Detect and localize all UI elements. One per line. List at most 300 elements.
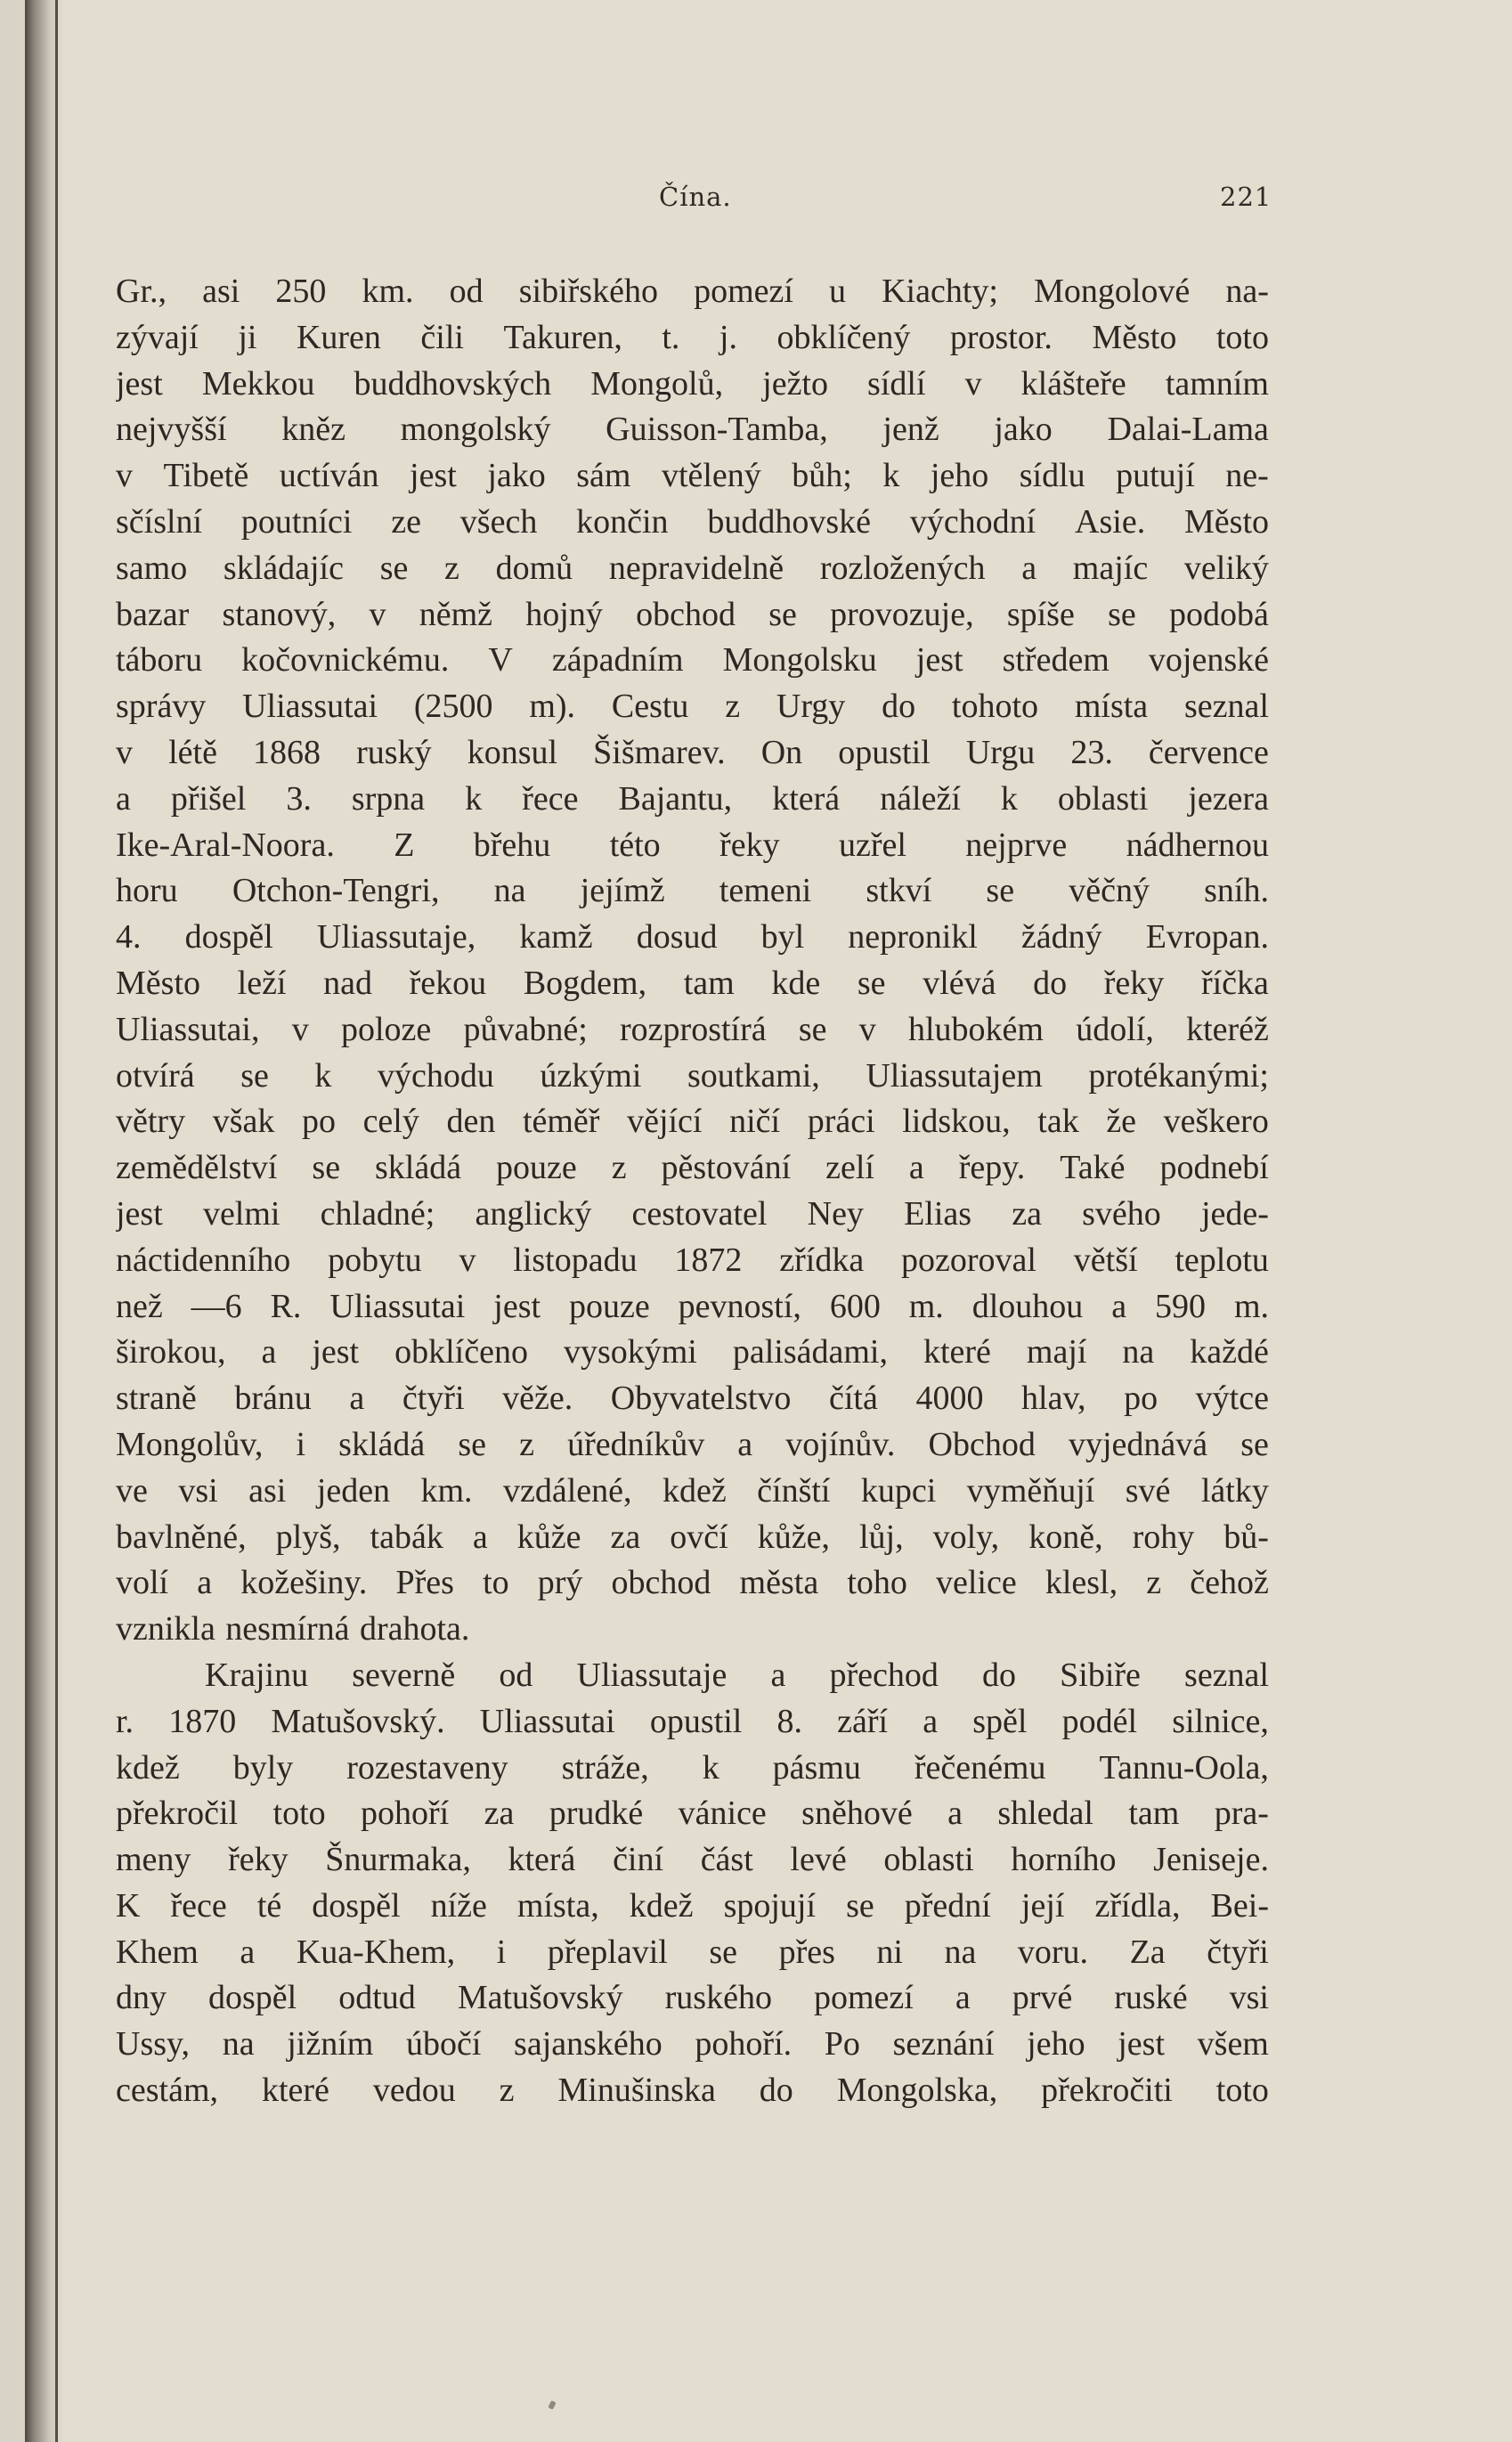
- page-number: 221: [1220, 182, 1272, 212]
- word: straně: [116, 1380, 197, 1418]
- word: tam: [683, 964, 735, 1002]
- word: a: [737, 1425, 753, 1463]
- word: vzdálené,: [503, 1471, 632, 1510]
- word: kněz: [281, 411, 345, 449]
- word: za: [484, 1795, 515, 1833]
- word: jest: [915, 641, 963, 680]
- word: provozuje,: [830, 595, 974, 633]
- word: Mongolů,: [590, 364, 724, 403]
- word: Ney: [807, 1194, 864, 1233]
- word: oblasti: [883, 1841, 974, 1879]
- word: bavlněné,: [116, 1518, 247, 1556]
- word: toho: [847, 1564, 907, 1602]
- text-line: [116, 1422, 1269, 1469]
- word: prostor.: [949, 318, 1053, 356]
- word: m.: [908, 1287, 944, 1325]
- word: vějící: [627, 1103, 703, 1141]
- word: uctíván: [279, 457, 379, 495]
- word: Uliassutajem: [866, 1056, 1043, 1095]
- word: Mongolsku: [722, 641, 877, 680]
- text-line: [116, 2022, 1269, 2068]
- word: koně,: [1028, 1518, 1103, 1556]
- word: půvabné;: [463, 1010, 588, 1048]
- word: volí: [116, 1564, 169, 1602]
- word: seznání: [892, 2025, 995, 2063]
- word: v: [291, 1010, 309, 1048]
- word: řeky: [228, 1841, 289, 1879]
- word: cestovatel: [631, 1194, 768, 1233]
- word: východu: [377, 1056, 494, 1095]
- word: řekou: [409, 964, 487, 1002]
- word: a: [349, 1380, 365, 1418]
- word: v: [116, 733, 133, 771]
- word: kdež: [629, 1886, 694, 1925]
- text-line: [116, 2068, 1269, 2114]
- word: činí: [613, 1841, 664, 1879]
- word: obklíčený: [776, 318, 911, 356]
- text-line: [116, 1330, 1269, 1376]
- word: hlubokém: [907, 1010, 1044, 1048]
- word: nepravidelně: [608, 549, 784, 587]
- word: i: [296, 1425, 306, 1463]
- word: cestám,: [116, 2072, 219, 2110]
- word: řečenému: [914, 1748, 1046, 1787]
- word: seznal: [1184, 1656, 1269, 1694]
- word: skládá: [375, 1149, 462, 1187]
- word: svého: [1082, 1194, 1161, 1233]
- word: —6: [191, 1287, 242, 1325]
- word: řece: [170, 1886, 227, 1925]
- word: ničí: [729, 1103, 781, 1141]
- word: přechod: [829, 1656, 939, 1694]
- word: pra-: [1214, 1795, 1269, 1833]
- word: vtělený: [661, 457, 761, 495]
- word: přišel: [170, 779, 247, 818]
- word: čtyři: [402, 1380, 465, 1418]
- word: tohoto: [951, 688, 1039, 726]
- word: Uliassutai: [479, 1702, 615, 1740]
- word: jeho: [930, 457, 989, 495]
- word: kočovnickému.: [241, 641, 450, 680]
- word: ruské: [1114, 1979, 1188, 2017]
- word: Kiachty;: [882, 273, 998, 310]
- word: té: [256, 1886, 282, 1925]
- word: se: [857, 964, 886, 1002]
- word: Ussy,: [116, 2025, 191, 2063]
- word: však: [212, 1103, 275, 1141]
- word: které: [261, 2072, 329, 2110]
- word: leží: [237, 964, 287, 1002]
- word: podobá: [1168, 595, 1269, 633]
- word: a: [116, 779, 131, 818]
- text-line: [116, 961, 1269, 1007]
- word: do: [882, 688, 916, 726]
- word: pomezí: [813, 1979, 914, 2017]
- word: temeni: [719, 872, 812, 910]
- word: Asie.: [1075, 502, 1146, 541]
- word: otvírá: [116, 1056, 195, 1095]
- word: kupci: [860, 1471, 937, 1510]
- word: jenž: [882, 411, 939, 449]
- word: pouze: [496, 1149, 577, 1187]
- word: východní: [909, 502, 1036, 541]
- text-line: [116, 269, 1269, 315]
- word: a: [770, 1656, 786, 1694]
- word: Otchon-Tengri,: [232, 872, 440, 910]
- word: jest: [410, 457, 457, 495]
- word: v: [369, 595, 386, 633]
- word: její: [1020, 1886, 1065, 1925]
- word: západním: [551, 641, 684, 680]
- word: tamním: [1165, 364, 1269, 403]
- word: klesl,: [1045, 1564, 1118, 1602]
- word: hojný: [525, 595, 603, 633]
- word: silnice,: [1172, 1702, 1269, 1740]
- word: na: [1122, 1333, 1155, 1372]
- word: rozprostírá: [620, 1010, 767, 1048]
- word: spojují: [723, 1886, 817, 1925]
- word: Mongolska,: [836, 2072, 998, 2110]
- word: v: [858, 1010, 876, 1048]
- word: se: [846, 1886, 874, 1925]
- word: mají: [1026, 1333, 1087, 1372]
- word: říčka: [1200, 964, 1269, 1002]
- word: voly,: [932, 1518, 1000, 1556]
- word: na: [944, 1933, 977, 1971]
- word: Matušovský.: [271, 1702, 445, 1740]
- word: protékanými;: [1088, 1056, 1269, 1095]
- word: ve: [116, 1471, 148, 1510]
- word: Elias: [904, 1194, 972, 1233]
- word: táboru: [116, 641, 203, 680]
- word: ježto: [762, 364, 828, 403]
- word: v: [116, 457, 133, 495]
- word: se: [240, 1056, 269, 1095]
- word: která: [508, 1841, 576, 1879]
- word: jede-: [1200, 1194, 1269, 1233]
- word: Obchod: [928, 1425, 1036, 1463]
- text-line: [116, 1607, 1269, 1653]
- word: shledal: [997, 1795, 1093, 1833]
- word: sídlu: [1019, 457, 1085, 495]
- word: pěstování: [661, 1149, 792, 1187]
- word: bů-: [1223, 1518, 1269, 1556]
- word: větší: [1073, 1241, 1138, 1279]
- word: ji: [238, 318, 257, 356]
- word: uzřel: [838, 826, 906, 864]
- word: palisádami,: [732, 1333, 888, 1372]
- word: asi: [248, 1471, 287, 1510]
- word: srpna: [351, 779, 426, 818]
- text-line: [116, 730, 1269, 777]
- word: k: [314, 1056, 332, 1095]
- word: velice: [936, 1564, 1017, 1602]
- word: místa: [1074, 688, 1149, 726]
- word: v: [459, 1241, 476, 1279]
- word: pohoří.: [695, 2025, 793, 2063]
- word: Mekkou: [201, 364, 315, 403]
- word: čínští: [757, 1471, 831, 1510]
- word: stráže,: [561, 1748, 649, 1787]
- word: vlévá: [923, 964, 996, 1002]
- word: řeky: [1103, 964, 1165, 1002]
- word: žádný: [1020, 918, 1102, 956]
- word: a: [240, 1933, 256, 1971]
- running-head-title: Čína.: [659, 182, 732, 212]
- word: 1870: [168, 1702, 237, 1740]
- word: překročil: [116, 1795, 239, 1833]
- word: vznikla: [116, 1610, 215, 1648]
- word: toto: [1215, 2072, 1269, 2110]
- word: za: [1012, 1194, 1042, 1233]
- word: oblasti: [1057, 779, 1149, 818]
- word: července: [1148, 733, 1269, 771]
- word: z: [611, 1149, 627, 1187]
- word: nádhernou: [1126, 826, 1269, 864]
- word: Jeniseje.: [1153, 1841, 1269, 1879]
- word: vyměňují: [966, 1471, 1095, 1510]
- word: Tannu-Oola,: [1099, 1748, 1269, 1787]
- word: na-: [1225, 273, 1269, 310]
- word: dospěl: [184, 918, 273, 956]
- word: obchod: [611, 1564, 711, 1602]
- word: pevností,: [678, 1287, 801, 1325]
- text-line: [116, 1653, 1269, 1699]
- word: jižním: [287, 2025, 374, 2063]
- word: ni: [876, 1933, 903, 1971]
- word: vyjednává: [1068, 1425, 1208, 1463]
- word: věže.: [502, 1380, 573, 1418]
- word: domů: [495, 549, 573, 587]
- word: k: [1000, 779, 1018, 818]
- word: správy: [116, 688, 207, 726]
- word: rozestaveny: [346, 1748, 508, 1787]
- word: jest: [1118, 2025, 1166, 2063]
- word: prý: [537, 1564, 583, 1602]
- word: se: [312, 1149, 341, 1187]
- word: toto: [272, 1795, 326, 1833]
- word: asi: [202, 273, 240, 310]
- word: přední: [904, 1886, 991, 1925]
- word: plyš,: [275, 1518, 341, 1556]
- word: On: [760, 733, 803, 771]
- word: náleží: [880, 779, 961, 818]
- word: hlav,: [1021, 1380, 1086, 1418]
- word: veškero: [1163, 1103, 1269, 1141]
- text-line: [116, 1884, 1269, 1930]
- word: dospěl: [208, 1979, 297, 2017]
- word: se: [986, 872, 1015, 910]
- word: z: [725, 688, 741, 726]
- word: jezera: [1188, 779, 1269, 818]
- text-line: [116, 1099, 1269, 1145]
- word: se: [458, 1425, 487, 1463]
- word: Město: [1092, 318, 1177, 356]
- word: část: [700, 1841, 753, 1879]
- word: obklíčeno: [394, 1333, 528, 1372]
- word: prudké: [549, 1795, 644, 1833]
- word: 1872: [674, 1241, 743, 1279]
- word: 4000: [915, 1380, 984, 1418]
- word: nesmírná: [225, 1610, 350, 1648]
- word: za: [610, 1518, 641, 1556]
- word: Krajinu: [205, 1656, 309, 1694]
- word: vsi: [1229, 1979, 1269, 2017]
- word: spěl: [972, 1702, 1028, 1740]
- word: byl: [760, 918, 805, 956]
- word: a: [261, 1333, 277, 1372]
- word: řeky: [719, 826, 780, 864]
- word: Přes: [395, 1564, 454, 1602]
- word: se: [768, 595, 797, 633]
- word: a: [947, 1795, 963, 1833]
- word: místa,: [516, 1886, 599, 1925]
- word: 3.: [286, 779, 312, 818]
- text-line: [116, 1560, 1269, 1607]
- word: břehu: [473, 826, 551, 864]
- word: rohy: [1132, 1518, 1195, 1556]
- word: své: [1125, 1471, 1171, 1510]
- text-line: [116, 1284, 1269, 1331]
- text-line: [116, 1145, 1269, 1192]
- word: odtud: [338, 1979, 416, 2017]
- word: Uliassutai: [329, 1287, 466, 1325]
- text-line: [116, 1054, 1269, 1100]
- word: přes: [778, 1933, 835, 1971]
- word: se: [1240, 1425, 1269, 1463]
- word: Urgu: [965, 733, 1036, 771]
- word: nejvyšší: [116, 411, 227, 449]
- word: tak: [1037, 1103, 1079, 1141]
- word: Uliassutai: [242, 688, 378, 726]
- word: rozložených: [819, 549, 986, 587]
- word: Urgy: [776, 688, 846, 726]
- word: každé: [1190, 1333, 1269, 1372]
- word: jeho: [1027, 2025, 1085, 2063]
- word: opustil: [838, 733, 931, 771]
- word: Gr.,: [116, 273, 167, 310]
- word: celý: [362, 1103, 419, 1141]
- word: Khem: [116, 1933, 199, 1971]
- word: téměř: [522, 1103, 600, 1141]
- word: sajanského: [514, 2025, 663, 2063]
- word: skládajíc: [223, 549, 344, 587]
- text-line: [116, 546, 1269, 592]
- word: v: [964, 364, 982, 403]
- running-head: [0, 182, 1512, 217]
- word: dosud: [636, 918, 718, 956]
- word: jako: [994, 411, 1053, 449]
- text-line: [116, 362, 1269, 408]
- text-line: [116, 592, 1269, 639]
- word: konsul: [467, 733, 558, 771]
- word: končin: [576, 502, 669, 541]
- word: podél: [1061, 1702, 1138, 1740]
- word: ne-: [1225, 457, 1269, 495]
- word: kde: [771, 964, 821, 1002]
- word: vedou: [372, 2072, 456, 2110]
- body-text: [116, 269, 1269, 2114]
- word: Evropan.: [1145, 918, 1269, 956]
- word: meny: [116, 1841, 191, 1879]
- word: buddhovské: [707, 502, 872, 541]
- word: září: [837, 1702, 889, 1740]
- word: Uliassutaje: [576, 1656, 728, 1694]
- word: t.: [662, 318, 680, 356]
- word: na: [222, 2025, 255, 2063]
- word: skládá: [338, 1425, 426, 1463]
- word: a: [197, 1564, 213, 1602]
- word: anglický: [475, 1194, 592, 1233]
- word: úbočí: [405, 2025, 482, 2063]
- word: m.: [1233, 1287, 1269, 1325]
- word: sčíslní: [116, 502, 203, 541]
- word: mongolský: [400, 411, 551, 449]
- word: Guisson-Tamba,: [606, 411, 828, 449]
- text-line: [116, 638, 1269, 684]
- word: jest: [312, 1333, 360, 1372]
- word: stkví: [866, 872, 932, 910]
- word: výtce: [1195, 1380, 1269, 1418]
- word: z: [499, 2072, 515, 2110]
- word: přeplavil: [547, 1933, 668, 1971]
- word: vojínův.: [785, 1425, 896, 1463]
- word: bazar: [116, 595, 190, 633]
- word: čítá: [829, 1380, 878, 1418]
- word: velmi: [202, 1194, 280, 1233]
- word: nad: [323, 964, 373, 1002]
- word: práci: [807, 1103, 875, 1141]
- word: od: [449, 273, 484, 310]
- word: Dalai-Lama: [1107, 411, 1269, 449]
- word: Uliassutai,: [116, 1010, 260, 1048]
- word: k: [702, 1748, 719, 1787]
- text-line: [116, 1699, 1269, 1746]
- word: horu: [116, 872, 178, 910]
- word: m).: [529, 688, 576, 726]
- text-line: [116, 1930, 1269, 1976]
- text-line: [116, 1469, 1269, 1515]
- word: Sibiře: [1060, 1656, 1141, 1694]
- word: levé: [790, 1841, 847, 1879]
- word: Kua-Khem,: [296, 1933, 456, 1971]
- word: vánice: [678, 1795, 767, 1833]
- word: Bei-: [1210, 1886, 1269, 1925]
- word: se: [798, 1010, 827, 1048]
- word: němž: [419, 595, 493, 633]
- word: kteréž: [1186, 1010, 1269, 1048]
- word: řece: [522, 779, 579, 818]
- word: soutkami,: [687, 1056, 820, 1095]
- binding-shadow: [25, 0, 64, 2442]
- word: jest: [116, 364, 163, 403]
- word: j.: [719, 318, 737, 356]
- word: překročiti: [1041, 2072, 1173, 2110]
- word: 23.: [1070, 733, 1113, 771]
- word: den: [446, 1103, 496, 1141]
- word: středem: [1002, 641, 1110, 680]
- word: která: [772, 779, 841, 818]
- text-line: [116, 915, 1269, 961]
- text-line: [116, 1791, 1269, 1837]
- word: prvé: [1012, 1979, 1073, 2017]
- word: níže: [430, 1886, 487, 1925]
- word: horního: [1011, 1841, 1117, 1879]
- word: do: [759, 2072, 793, 2110]
- word: a: [1021, 549, 1037, 587]
- word: Bogdem,: [523, 964, 647, 1002]
- word: klášteře: [1020, 364, 1126, 403]
